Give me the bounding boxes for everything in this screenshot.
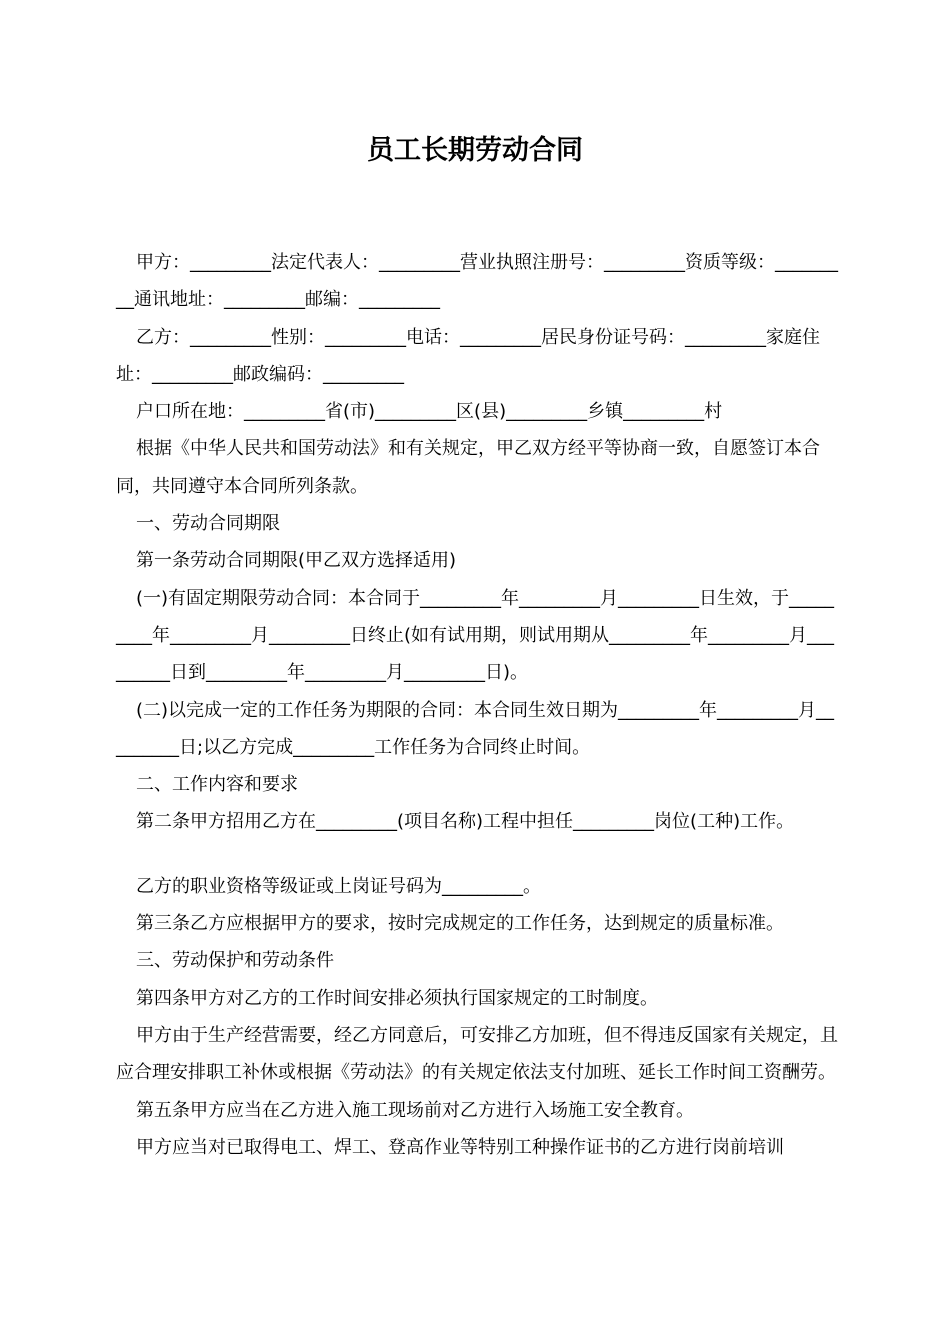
article-5-paragraph: 第五条甲方应当在乙方进入施工现场前对乙方进行入场施工安全教育。 <box>136 1099 694 1121</box>
preamble-paragraph: 根据《中华人民共和国劳动法》和有关规定，甲乙双方经平等协商一致，自愿签订本合同，共同遵守本合同所列条款。 <box>116 438 820 497</box>
party-b-paragraph: 乙方：_________性别：_________电话：_________居民身份证号码：_________家庭住址：_________邮政编码：_________ <box>116 326 820 385</box>
document-title: 员工长期劳动合同 <box>367 135 583 166</box>
overtime-paragraph: 甲方由于生产经营需要，经乙方同意后，可安排乙方加班，但不得违反国家有关规定，且应合理安排职工补休或根据《劳动法》的有关规定依法支付加班、延长工作时间工资酬劳。 <box>116 1024 838 1084</box>
section-heading-labor-protection: 三、劳动保护和劳动条件 <box>136 950 334 972</box>
article-1-heading: 第一条劳动合同期限(甲乙双方选择适用) <box>136 550 457 572</box>
paragraph-gap <box>116 841 838 868</box>
section-heading-contract-term: 一、劳动合同期限 <box>136 513 280 535</box>
certificate-number-paragraph: 乙方的职业资格等级证或上岗证号码为_________。 <box>136 875 541 897</box>
section-heading-work-content: 二、工作内容和要求 <box>136 774 298 796</box>
article-2-paragraph: 第二条甲方招用乙方在_________(项目名称)工程中担任_________岗位(工种)工作。 <box>136 811 795 833</box>
article-4-paragraph: 第四条甲方对乙方的工作时间安排必须执行国家规定的工时制度。 <box>136 987 658 1009</box>
household-registration-paragraph: 户口所在地：_________省(市)_________区(县)_________乡镇_________村 <box>136 401 723 423</box>
article-1-clause-2: (二)以完成一定的工作任务为期限的合同：本合同生效日期为_________年_________月_________日;以乙方完成_________工作任务为合同终止时间。 <box>116 699 835 758</box>
article-1-clause-1: (一)有固定期限劳动合同：本合同于_________年_________月_________日生效，于_________年_________月_________日终止(如有试用期，则试用期从_________年_________月_________日到_________年_________月_________日)。 <box>116 587 835 684</box>
document-body <box>116 244 838 1166</box>
party-a-paragraph: 甲方：_________法定代表人：_________营业执照注册号：_________资质等级：_________通讯地址：_________邮编：_________ <box>116 252 838 311</box>
special-training-paragraph: 甲方应当对已取得电工、焊工、登高作业等特别工种操作证书的乙方进行岗前培训 <box>136 1136 784 1158</box>
article-3-paragraph: 第三条乙方应根据甲方的要求，按时完成规定的工作任务，达到规定的质量标准。 <box>136 913 784 935</box>
